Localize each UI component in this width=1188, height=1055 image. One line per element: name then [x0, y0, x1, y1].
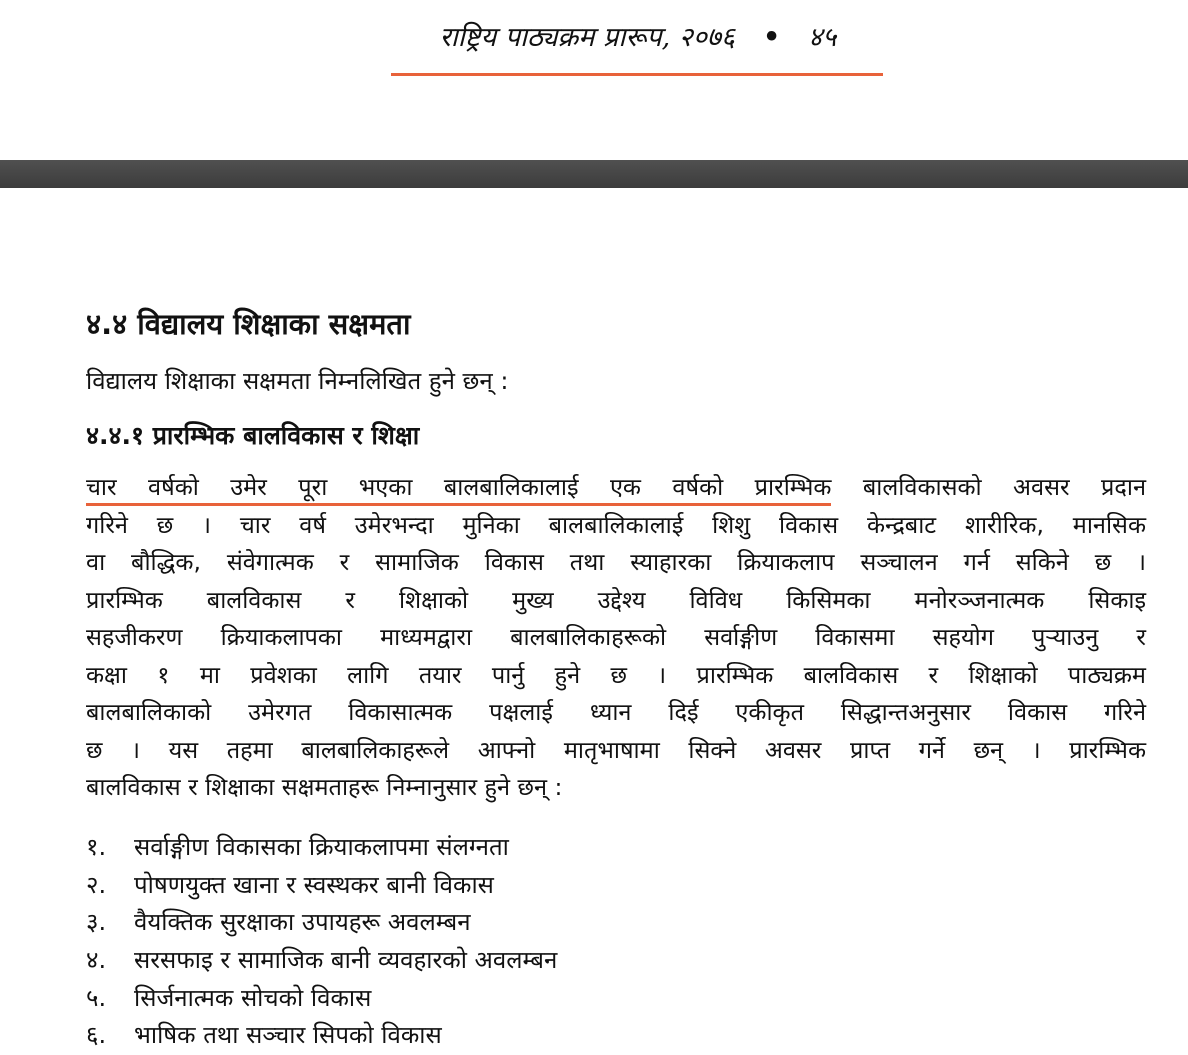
paragraph-line: वा बौद्धिक, संवेगात्मक र सामाजिक विकास तथा स्याहारका क्रियाकलाप सञ्चालन गर्न सकिने छ ।	[86, 548, 1146, 576]
list-item-text: सिर्जनात्मक सोचको विकास	[134, 983, 372, 1012]
list-item-number: २.	[86, 870, 107, 899]
list-item	[86, 980, 557, 1018]
list-item-text: भाषिक तथा सञ्चार सिपको विकास	[134, 1021, 442, 1050]
list-item-number: ३.	[86, 908, 107, 937]
header-title: राष्ट्रिय पाठ्यक्रम प्रारूप, २०७६	[439, 22, 735, 53]
paragraph-line	[86, 469, 1146, 507]
page-divider-band	[0, 160, 1188, 188]
header-separator: •	[762, 22, 781, 53]
paragraph-line: प्रारम्भिक बालविकास र शिक्षाको मुख्य उद्देश्य विविध किसिमका मनोरञ्जनात्मक सिकाइ	[86, 585, 1146, 614]
paragraph-line: गरिने छ । चार वर्ष उमेरभन्दा मुनिका बालबालिकालाई शिशु विकास केन्द्रबाट शारीरिक, मानसिक	[86, 510, 1146, 539]
paragraph-line: बालबालिकाको उमेरगत विकासात्मक पक्षलाई ध्यान दिई एकीकृत सिद्धान्तअनुसार विकास गरिने	[86, 698, 1146, 726]
running-header	[388, 18, 888, 58]
list-item	[86, 829, 557, 867]
list-item	[86, 942, 557, 980]
list-item-text: सरसफाइ र सामाजिक बानी व्यवहारको अवलम्बन	[134, 946, 558, 975]
list-item-text: सर्वाङ्गीण विकासका क्रियाकलापमा संलग्नता	[134, 833, 509, 861]
list-item	[86, 904, 557, 942]
paragraph-line: बालविकास र शिक्षाका सक्षमताहरू निम्नानुसार हुने छन् :	[86, 773, 563, 801]
list-item-number: ६.	[86, 1021, 107, 1050]
list-item-text: वैयक्तिक सुरक्षाका उपायहरू अवलम्बन	[134, 908, 471, 937]
list-item	[86, 867, 557, 905]
paragraph-line: सहजीकरण क्रियाकलापका माध्यमद्वारा बालबालिकाहरूको सर्वाङ्गीण विकासमा सहयोग पुऱ्याउनु र	[86, 623, 1146, 651]
page-number: ४५	[808, 22, 837, 53]
subsection-paragraph	[86, 469, 1146, 807]
section-heading: ४.४ विद्यालय शिक्षाका सक्षमता	[86, 307, 411, 341]
list-item-number: ४.	[86, 946, 107, 975]
section-intro: विद्यालय शिक्षाका सक्षमता निम्नलिखित हुने छन् :	[86, 367, 509, 395]
paragraph-line: छ । यस तहमा बालबालिकाहरूले आफ्नो मातृभाषामा सिक्ने अवसर प्राप्त गर्ने छन् । प्रारम्भिक	[86, 735, 1146, 764]
competency-list	[86, 829, 557, 1055]
list-item-number: ५.	[86, 983, 107, 1012]
header-underline	[391, 73, 883, 76]
list-item-text: पोषणयुक्त खाना र स्वस्थकर बानी विकास	[134, 870, 494, 899]
list-item-number: १.	[86, 833, 107, 861]
subsection-heading: ४.४.१ प्रारम्भिक बालविकास र शिक्षा	[86, 421, 420, 450]
paragraph-text: बालविकासको अवसर प्रदान	[831, 473, 1146, 501]
paragraph-line: कक्षा १ मा प्रवेशका लागि तयार पार्नु हुने छ । प्रारम्भिक बालविकास र शिक्षाको पाठ्यक्रम	[86, 660, 1146, 689]
highlighted-phrase: चार वर्षको उमेर पूरा भएका बालबालिकालाई एक वर्षको प्रारम्भिक	[86, 473, 831, 506]
list-item	[86, 1017, 557, 1055]
